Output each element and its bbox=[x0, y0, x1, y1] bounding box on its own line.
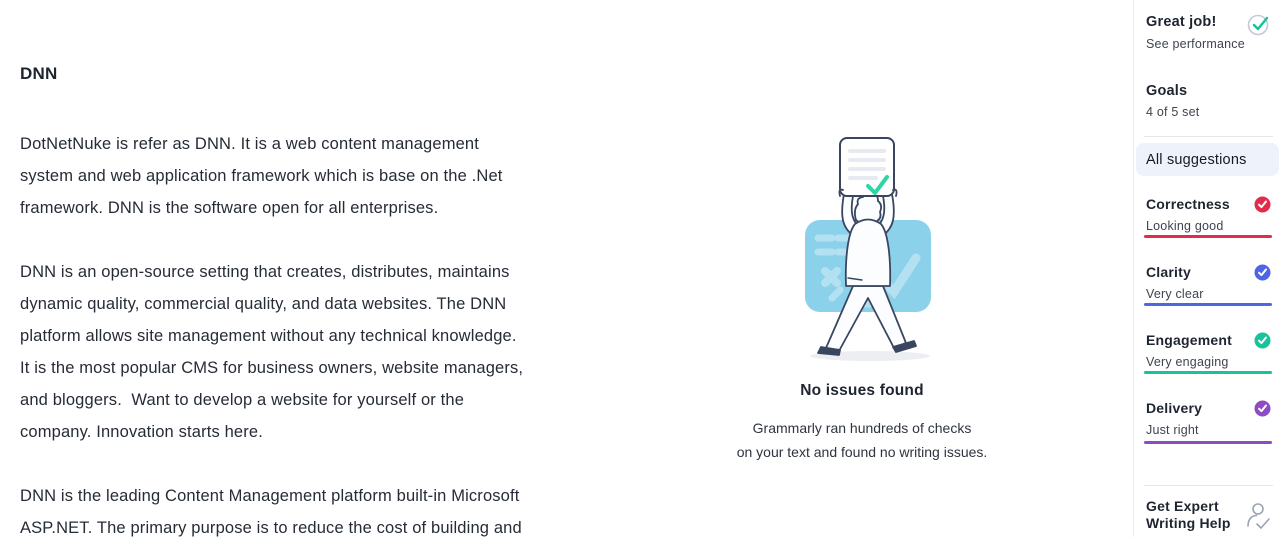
all-suggestions-label: All suggestions bbox=[1146, 151, 1247, 168]
text-line: It is the most popular CMS for business owners, website managers, bbox=[20, 359, 524, 377]
text-line: DNN is the leading Content Management platform built-in Microsoft bbox=[20, 487, 520, 505]
correctness-check-icon bbox=[1254, 196, 1271, 213]
no-issues-description bbox=[712, 416, 1012, 464]
all-suggestions-tab[interactable] bbox=[1136, 143, 1279, 176]
category-label: Correctness bbox=[1146, 196, 1230, 212]
document-editor[interactable] bbox=[20, 62, 595, 537]
category-label: Engagement bbox=[1146, 332, 1233, 348]
no-issues-title: No issues found bbox=[800, 382, 924, 399]
paragraph bbox=[20, 128, 595, 224]
text-line: company. Innovation starts here. bbox=[20, 423, 263, 441]
category-underline bbox=[1144, 371, 1272, 374]
assistant-sidebar bbox=[1133, 0, 1279, 537]
category-underline bbox=[1144, 235, 1272, 238]
paragraph bbox=[20, 256, 595, 448]
expert-help-label bbox=[1146, 498, 1231, 532]
description-line: on your text and found no writing issues. bbox=[736, 444, 988, 460]
text-line: system and web application framework which is base on the .Net bbox=[20, 167, 503, 185]
text-line: DNN is an open-source setting that creates, distributes, maintains bbox=[20, 263, 510, 281]
text-line: dynamic quality, commercial quality, and data websites. The DNN bbox=[20, 295, 507, 313]
expert-help-line: Get Expert bbox=[1146, 498, 1219, 514]
divider bbox=[1144, 485, 1273, 486]
category-status: Looking good bbox=[1146, 219, 1224, 233]
category-label: Delivery bbox=[1146, 400, 1203, 416]
see-performance-link[interactable]: See performance bbox=[1146, 37, 1245, 51]
text-line: DotNetNuke is refer as DNN. It is a web content management bbox=[20, 135, 479, 153]
expert-person-icon bbox=[1245, 501, 1271, 531]
no-issues-panel bbox=[712, 128, 1012, 464]
category-underline bbox=[1144, 441, 1272, 444]
goals-title[interactable]: Goals bbox=[1146, 83, 1188, 99]
category-underline bbox=[1144, 303, 1272, 306]
expert-help-line: Writing Help bbox=[1146, 515, 1231, 531]
text-line: and bloggers. Want to develop a website for yourself or the bbox=[20, 391, 465, 409]
performance-check-icon bbox=[1247, 13, 1271, 37]
performance-card[interactable] bbox=[1146, 14, 1271, 37]
performance-title: Great job! bbox=[1146, 14, 1217, 30]
text-line: platform allows site management without any technical knowledge. bbox=[20, 327, 517, 345]
category-status: Just right bbox=[1146, 423, 1199, 437]
clarity-check-icon bbox=[1254, 264, 1271, 281]
no-issues-illustration bbox=[722, 128, 1002, 364]
category-label: Clarity bbox=[1146, 264, 1191, 280]
engagement-check-icon bbox=[1254, 332, 1271, 349]
category-status: Very clear bbox=[1146, 287, 1204, 301]
goals-count: 4 of 5 set bbox=[1146, 105, 1200, 119]
description-line: Grammarly ran hundreds of checks bbox=[752, 420, 972, 436]
expert-help-button[interactable] bbox=[1146, 498, 1271, 532]
divider bbox=[1144, 136, 1273, 137]
text-line: ASP.NET. The primary purpose is to reduce the cost of building and bbox=[20, 519, 522, 537]
category-status: Very engaging bbox=[1146, 355, 1229, 369]
paragraph bbox=[20, 480, 595, 537]
text-line: framework. DNN is the software open for all enterprises. bbox=[20, 199, 439, 217]
delivery-check-icon bbox=[1254, 400, 1271, 417]
document-title: DNN bbox=[20, 64, 58, 83]
